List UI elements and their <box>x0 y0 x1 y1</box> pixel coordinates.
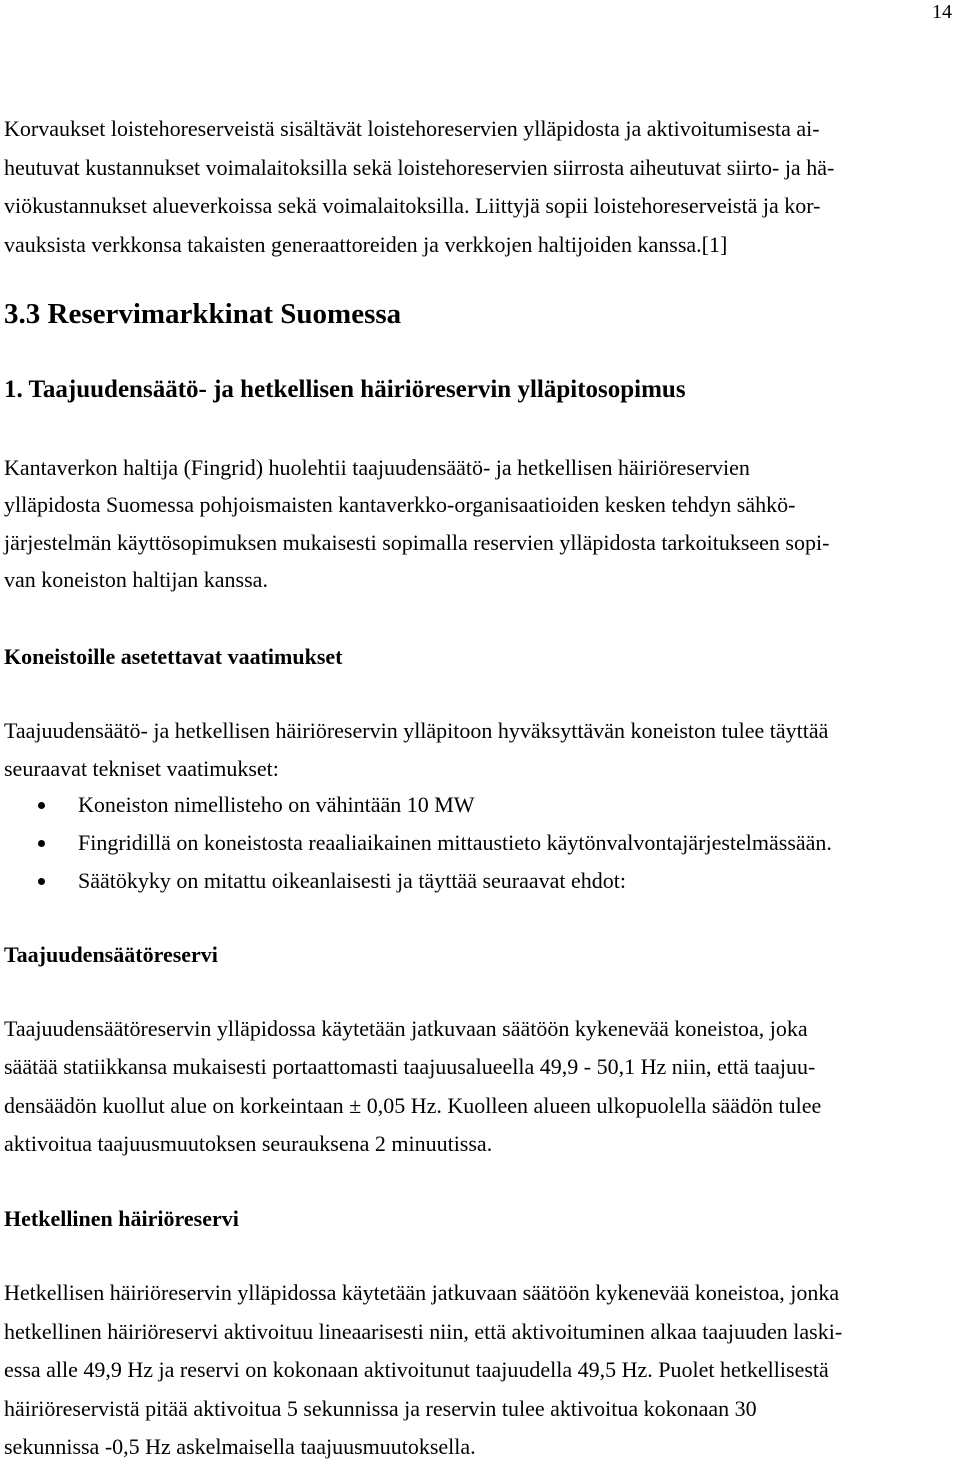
list-item-text: Koneiston nimellisteho on vähintään 10 MW <box>78 792 475 817</box>
paragraph-line: van koneiston haltijan kanssa. <box>4 566 268 592</box>
paragraph-line: Kantaverkon haltija (Fingrid) huolehtii taajuudensäätö- ja hetkellisen häiriöreservien <box>4 455 750 480</box>
disturbance-reserve-heading: Hetkellinen häiriöreservi <box>4 1206 239 1231</box>
paragraph-line: järjestelmän käyttösopimuksen mukaisesti sopimalla reservien ylläpidosta tarkoitukseen sopi- <box>4 529 830 555</box>
paragraph-line: aktivoitua taajuusmuutoksen seurauksena 2 minuutissa. <box>4 1130 493 1156</box>
paragraph-line: Taajuudensäätöreservin ylläpidossa käytetään jatkuvaan säätöön kykenevää koneistoa, joka <box>4 1016 808 1041</box>
intro-paragraph <box>4 118 956 273</box>
paragraph-line: Korvaukset loistehoreserveistä sisältävät loistehoreservien ylläpidosta ja aktivoitumisesta ai- <box>4 116 820 141</box>
section-heading: 3.3 Reservimarkkinat Suomessa <box>4 298 402 330</box>
paragraph-line: säätää statiikkansa mukaisesti portaattomasti taajuusalueella 49,9 - 50,1 Hz niin, että taajuu- <box>4 1054 816 1080</box>
subsection-heading: 1. Taajuudensäätö- ja hetkellisen häiriöreservin ylläpitosopimus <box>4 376 686 403</box>
paragraph-line: vauksista verkkonsa takaisten generaattoreiden ja verkkojen haltijoiden kanssa.[1] <box>4 232 728 258</box>
paragraph-line: seuraavat tekniset vaatimukset: <box>4 756 279 781</box>
list-item-text: Säätökyky on mitattu oikeanlaisesti ja täyttää seuraavat ehdot: <box>78 868 627 893</box>
paragraph-line: essa alle 49,9 Hz ja reservi on kokonaan aktivoitunut taajuudella 49,5 Hz. Puolet hetkellisestä <box>4 1357 829 1383</box>
requirements-paragraph <box>4 720 956 796</box>
requirements-heading: Koneistoille asetettavat vaatimukset <box>4 644 343 669</box>
paragraph-line: densäädön kuollut alue on korkeintaan ± 0,05 Hz. Kuolleen alueen ulkopuolella säädön tulee <box>4 1092 822 1118</box>
agreement-paragraph <box>4 457 956 606</box>
bullet-icon <box>38 878 45 885</box>
list-item-text: Fingridillä on koneistosta reaaliaikainen mittaustieto käytönvalvontajärjestelmässään. <box>78 830 832 855</box>
page-number: 14 <box>932 1 952 23</box>
paragraph-line: häiriöreservistä pitää aktivoitua 5 sekunnissa ja reservin tulee aktivoitua kokonaan 30 <box>4 1395 757 1421</box>
paragraph-line: ylläpidosta Suomessa pohjoismaisten kantaverkko-organisaatioiden kesken tehdyn sähkö- <box>4 492 796 518</box>
paragraph-line: Taajuudensäätö- ja hetkellisen häiriöreservin ylläpitoon hyväksyttävän koneiston tulee täyttää <box>4 718 829 743</box>
bullet-icon <box>38 840 45 847</box>
paragraph-line: Hetkellisen häiriöreservin ylläpidossa käytetään jatkuvaan säätöön kykenevää koneistoa, jonka <box>4 1280 840 1305</box>
paragraph-line: sekunnissa -0,5 Hz askelmaisella taajuusmuutoksella. <box>4 1434 476 1460</box>
frequency-reserve-heading: Taajuudensäätöreservi <box>4 942 218 967</box>
paragraph-line: heutuvat kustannukset voimalaitoksilla sekä loistehoreservien siirrosta aiheutuvat siirto- ja hä- <box>4 154 835 180</box>
frequency-reserve-paragraph <box>4 1018 956 1171</box>
paragraph-line: viökustannukset alueverkoissa sekä voimalaitoksilla. Liittyjä sopii loistehoreserveistä ja kor- <box>4 193 821 219</box>
disturbance-reserve-paragraph <box>4 1282 956 1475</box>
paragraph-line: hetkellinen häiriöreservi aktivoituu lineaarisesti niin, että aktivoituminen alkaa taajuuden laski- <box>4 1318 843 1344</box>
bullet-icon <box>38 802 45 809</box>
